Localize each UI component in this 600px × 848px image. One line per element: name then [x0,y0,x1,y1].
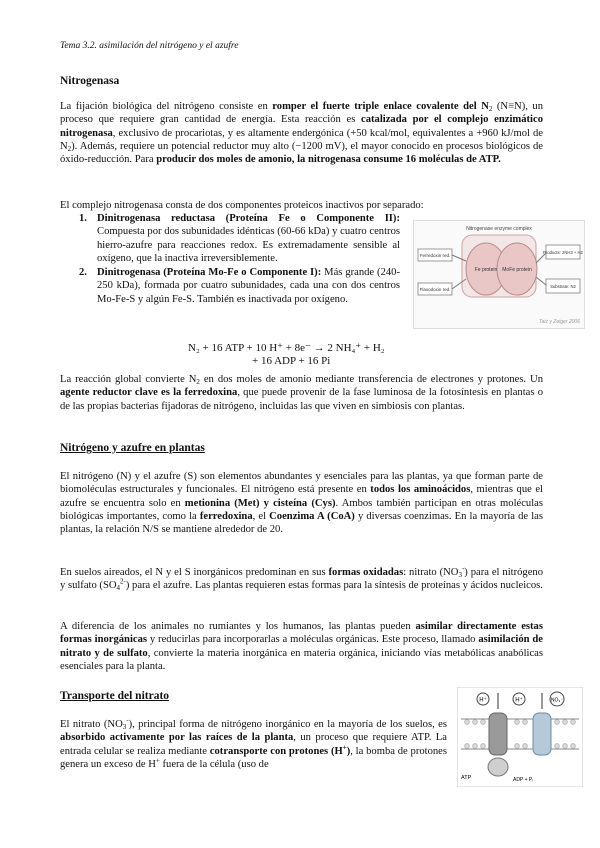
paragraph-nitrogenasa-intro: La fijación biológica del nitrógeno consiste en romper el fuerte triple enlace covalente del $N_2$ (N≡N), un proceso que requiere gran cantidad de energía. Esta reacción es catalizada por el complejo enzimático nitrogenasa, exclusivo de procariotas, y es altamente endergónica (+50 kcal/mol, equivalentes a +960 kJ/mol de $N_2$). Además, requiere un potencial reductor muy alto (−1200 mV), el mayor conocido en procesos biológicos de óxido-reducción. Para producir dos moles de amonio, la nitrogenasa consume 16 moléculas de ATP. [60,101,543,166]
section-title-nitrogenasa: Nitrogenasa [60,75,120,87]
page-header: Tema 3.2. asimilación del nitrógeno y el azufre [60,41,239,51]
nitrate-transport-figure [457,687,583,787]
paragraph-nitrate-transport: El nitrato $(NO_3^-)$, principal forma de nitrógeno inorgánico en la mayoría de los suelos, es absorbido activamente por las raíces de la planta, un proceso que requiere ATP. La entrada celular se realiza mediante cotransporte con protones (H+), la bomba de protones genera un exceso de H+ fuera de la célula (uso de [60,716,447,770]
ferredoxin-label: Ferredoxin red. [419,253,451,258]
section-title-transport: Transporte del nitrato [60,690,170,702]
list-item: 1. Dinitrogenasa reductasa (Proteína Fe o Componente II): Compuesta por dos subunidades idénticas (60-66 kDa) y cuatro centros hierro-azufre para reacciones redox. Es extremadamente sensible al oxígeno, que la inactiva irreversiblemente. [79,213,400,264]
paragraph-n-s-plants: El nitrógeno (N) y el azufre (S) son elementos abundantes y esenciales para las plantas, ya que forman parte de biomoléculas estructurales y funcionales. El nitrógeno está presente en todos los aminoácidos, mientras que el azufre se encuentra solo en metionina (Met) y cisteína (Cys). Ambos también participan en otras moléculas biológicas importantes, como la ferredoxina, el Coenzima A (CoA) y diversas coenzimas. En la mayoría de las plantas, la relación N/S se mantiene alrededor de 20. [60,471,543,536]
nitrate-label: NO₃⁻ [550,697,564,704]
products-label: Products: 2NH3 + H2 [543,250,583,255]
adp-label: ADP + Pᵢ [513,777,534,783]
equation-line-2: + 16 ADP + 16 Pi [252,355,331,367]
paragraph-assimilation: A diferencia de los animales no rumiantes y los humanos, las plantas pueden asimilar directamente estas formas inorgánicas y reducirlas para incorporarlas a moléculas orgánicas. Este proceso, llamado asimilación de nitrato y de sulfato, convierte la materia inorgánica en materia orgánica, iniciando vías metabólicas anabólicas esenciales para la planta. [60,621,544,672]
component-list [79,212,400,306]
figure-caption: Taiz y Zeiger 2006 [539,319,580,325]
mofe-protein-label: MoFe protein [502,267,532,273]
flavodoxin-label: Flavodoxin red. [419,287,451,292]
h-plus-out-1: H⁺ [479,697,487,704]
list-item: 2. Dinitrogenasa (Proteína Mo-Fe o Componente I): Más grande (240-250 kDa), formada por cuatro subunidades, cada una con dos centros Mo-Fe-S y algún Fe-S. También es inactivada por oxígeno. [79,267,400,305]
paragraph-components: El complejo nitrogenasa consta de dos componentes proteicos inactivos por separado: [60,200,424,211]
fe-protein-label: Fe protein [474,267,498,273]
figure-title: Nitrogenase enzyme complex [466,226,532,232]
equation-line-1: N₂ + 16 ATP + 10 H⁺ + 8e⁻ → 2 NH₄⁺ + H₂ [188,342,385,354]
membrane-transport-diagram [457,687,583,787]
nitrogenase-diagram [414,221,584,328]
nitrogenase-figure [413,220,585,329]
paragraph-global-reaction: La reacción global convierte $N_2$ en dos moles de amonio mediante transferencia de electrones y protones. Un agente reductor clave es la ferredoxina, que puede provenir de la fase luminosa de la fotosíntesis en plantas o de las propias bacterias fijadoras de nitrógeno, incluidas las que viven en simbiosis con plantas. [60,374,543,412]
paragraph-oxidized-forms: En suelos aireados, el N y el S inorgánicos predominan en sus formas oxidadas: nitrato $(NO_3^-)$ para el nitrógeno y sulfato $(SO_4^{2-})$ para el azufre. Las plantas requieren estas formas para la síntesis de proteínas y ácidos nucleicos. [60,564,543,593]
section-title-n-s-plants: Nitrógeno y azufre en plantas [60,442,205,454]
h-plus-out-2: H⁺ [515,697,523,704]
substrate-label: Substrate: N2 [550,284,576,289]
atp-label: ATP [461,775,472,781]
